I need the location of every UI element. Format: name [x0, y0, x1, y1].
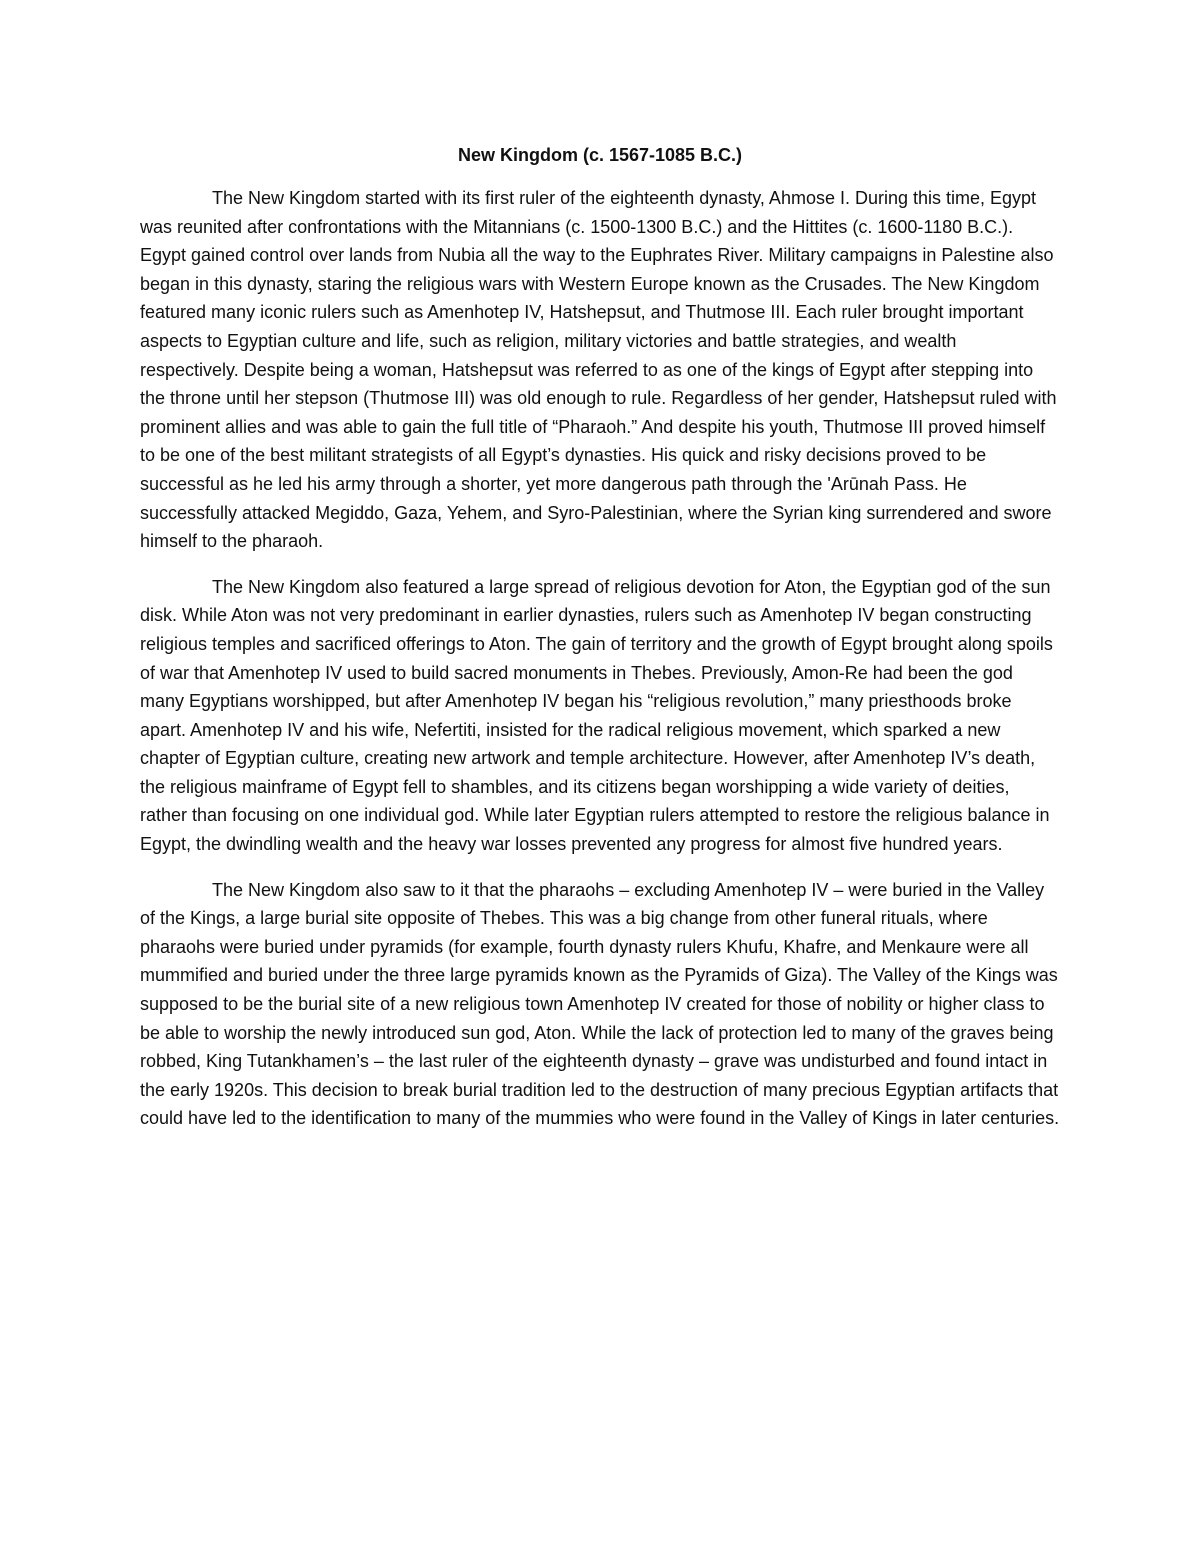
document-body: [140, 141, 1060, 1150]
paragraph-aton-devotion: The New Kingdom also featured a large spread of religious devotion for Aton, the Egyptian god of the sun disk. While Aton was not very predominant in earlier dynasties, rulers such as Amenhotep IV began constructing religious temples and sacrificed offerings to Aton. The gain of territory and the growth of Egypt brought along spoils of war that Amenhotep IV used to build sacred monuments in Thebes. Previously, Amon-Re had been the god many Egyptians worshipped, but after Amenhotep IV began his “religious revolution,” many priesthoods broke apart. Amenhotep IV and his wife, Nefertiti, insisted for the radical religious movement, which sparked a new chapter of Egyptian culture, creating new artwork and temple architecture. However, after Amenhotep IV’s death, the religious mainframe of Egypt fell to shambles, and its citizens began worshipping a wide variety of deities, rather than focusing on one individual god. While later Egyptian rulers attempted to restore the religious balance in Egypt, the dwindling wealth and the heavy war losses prevented any progress for almost five hundred years.: [140, 576, 1053, 855]
page-title: New Kingdom (c. 1567-1085 B.C.): [457, 145, 743, 165]
paragraph-valley-of-kings: The New Kingdom also saw to it that the pharaohs – excluding Amenhotep IV – were buried in the Valley of the Kings, a large burial site opposite of Thebes. This was a big change from other funeral rituals, where pharaohs were buried under pyramids (for example, fourth dynasty rulers Khufu, Khafre, and Menkaure were all mummified and buried under the three large pyramids known as the Pyramids of Giza). The Valley of the Kings was supposed to be the burial site of a new religious town Amenhotep IV created for those of nobility or higher class to be able to worship the newly introduced sun god, Aton. While the lack of protection led to many of the graves being robbed, King Tutankhamen’s – the last ruler of the eighteenth dynasty – grave was undisturbed and found intact in the early 1920s. This decision to break burial tradition led to the destruction of many precious Egyptian artifacts that could have led to the identification to many of the mummies who were found in the Valley of Kings in later centuries.: [140, 879, 1060, 1129]
paragraph-eighteenth-dynasty: The New Kingdom started with its first ruler of the eighteenth dynasty, Ahmose I. During this time, Egypt was reunited after confrontations with the Mitannians (c. 1500-1300 B.C.) and the Hittites (c. 1600-1180 B.C.). Egypt gained control over lands from Nubia all the way to the Euphrates River. Military campaigns in Palestine also began in this dynasty, staring the religious wars with Western Europe known as the Crusades. The New Kingdom featured many iconic rulers such as Amenhotep IV, Hatshepsut, and Thutmose III. Each ruler brought important aspects to Egyptian culture and life, such as religion, military victories and battle strategies, and wealth respectively. Despite being a woman, Hatshepsut was referred to as one of the kings of Egypt after stepping into the throne until her stepson (Thutmose III) was old enough to rule. Regardless of her gender, Hatshepsut ruled with prominent allies and was able to gain the full title of “Pharaoh.” And despite his youth, Thutmose III proved himself to be one of the best militant strategists of all Egypt’s dynasties. His quick and risky decisions proved to be successful as he led his army through a shorter, yet more dangerous path through the 'Arūnah Pass. He successfully attacked Megiddo, Gaza, Yehem, and Syro-Palestinian, where the Syrian king surrendered and swore himself to the pharaoh.: [140, 188, 1057, 552]
